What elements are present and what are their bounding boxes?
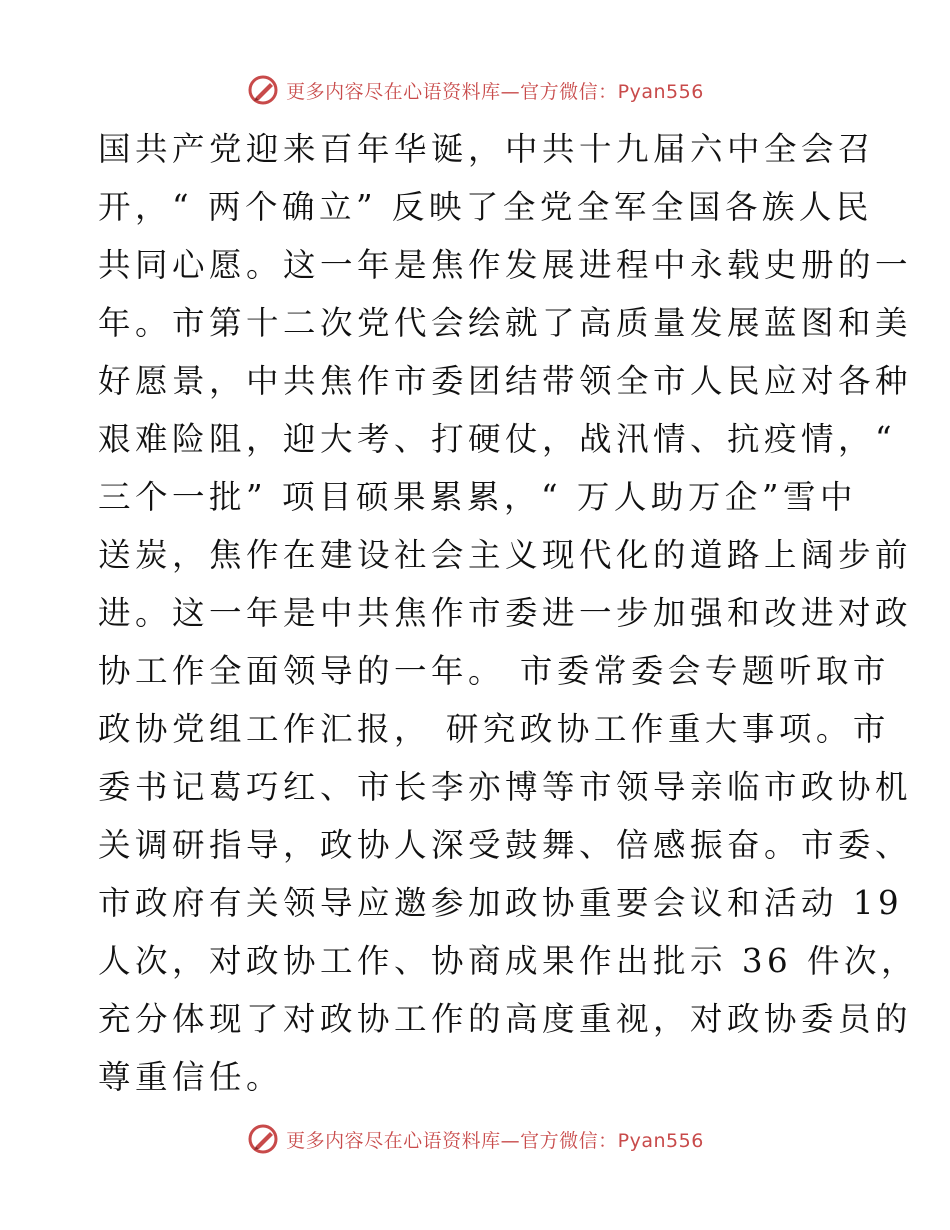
body-line: 尊重信任。 — [98, 1058, 284, 1096]
pen-circle-logo-icon — [246, 1122, 280, 1156]
body-line: 进。这一年是中共焦作市委进一步加强和改进对政 — [98, 594, 913, 632]
body-line: 三个一批” 项目硕果累累，“ 万人助万企”雪中 — [98, 478, 858, 516]
body-line: 好愿景，中共焦作市委团结带领全市人民应对各种 — [98, 362, 913, 400]
body-line: 艰难险阻，迎大考、打硬仗，战汛情、抗疫情，“ — [98, 420, 897, 458]
body-line: 政协党组工作汇报， 研究政协工作重大事项。市 — [98, 710, 890, 748]
header-banner — [0, 72, 950, 108]
body-line: 关调研指导，政协人深受鼓舞、倍感振奋。市委、 — [98, 826, 913, 864]
body-line: 充分体现了对政协工作的高度重视，对政协委员的 — [98, 1000, 913, 1038]
body-line: 共同心愿。这一年是焦作发展进程中永载史册的一 — [98, 246, 913, 284]
footer-banner-text: 更多内容尽在心语资料库—官方微信：Pyan556 — [286, 1129, 704, 1152]
body-line: 国共产党迎来百年华诞，中共十九届六中全会召 — [98, 130, 876, 168]
pen-circle-logo-icon — [246, 73, 280, 107]
body-line: 市政府有关领导应邀参加政协重要会议和活动 19 — [98, 884, 904, 922]
body-line: 年。市第十二次党代会绘就了高质量发展蓝图和美 — [98, 304, 913, 342]
body-line: 委书记葛巧红、市长李亦博等市领导亲临市政协机 — [98, 768, 913, 806]
document-body — [98, 120, 919, 1106]
header-banner-text: 更多内容尽在心语资料库—官方微信：Pyan556 — [286, 80, 704, 103]
body-line: 人次，对政协工作、协商成果作出批示 36 件次， — [98, 942, 919, 980]
body-line: 开，“ 两个确立” 反映了全党全军全国各族人民 — [98, 188, 873, 226]
footer-banner — [0, 1121, 950, 1157]
body-line: 协工作全面领导的一年。 市委常委会专题听取市 — [98, 652, 890, 690]
body-line: 送炭，焦作在建设社会主义现代化的道路上阔步前 — [98, 536, 913, 574]
